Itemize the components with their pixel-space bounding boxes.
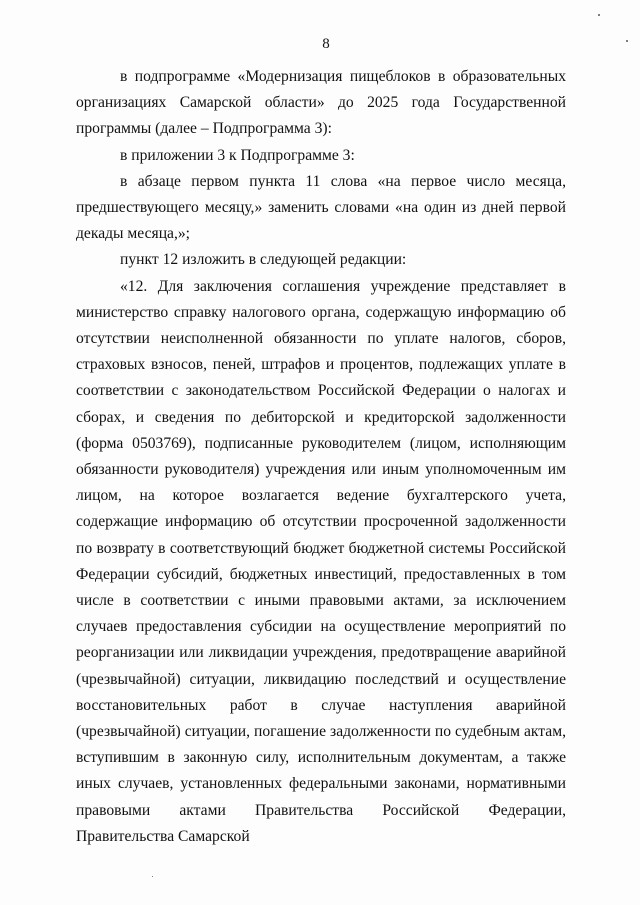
paragraph-appendix-3: в приложении 3 к Подпрограмме 3: (120, 146, 355, 164)
scan-speck (152, 876, 153, 877)
scan-speck (626, 40, 628, 42)
paragraph-subprogram-3: в подпрограмме «Модернизация пищеблоков в образовательных организациях Самарской области» до 2025 года Государственной программы (далее – Подпрограмма 3): (76, 68, 566, 138)
paragraph-item-12-intro: пункт 12 изложить в следующей редакции: (120, 251, 407, 269)
page-number: 8 (322, 36, 330, 52)
scan-speck (598, 14, 600, 16)
paragraph-item-12-text: «12. Для заключения соглашения учреждение представляет в министерство справку налогового органа, содержащую информацию об отсутствии неисполненной обязанности по уплате налогов, сборов, страховых взносов, пеней, штрафов и процентов, подлежащих уплате в соответствии с законодательством Российской Федерации о налогах и сборах, и сведения по дебиторской и кредиторской задолженности (форма 0503769), подписанные руководителем (лицом, исполняющим обязанности руководителя) учреждения или иным уполномоченным им лицом, на которое возлагается ведение бухгалтерского учета, содержащие информацию об отсутствии просроченной задолженности по возврату в соответствующий бюджет бюджетной системы Российской Федерации субсидий, бюджетных инвестиций, предоставленных в том числе в соответствии с иными правовыми актами, за исключением случаев предоставления субсидии на осуществление мероприятий по реорганизации или ликвидации учреждения, предотвращение аварийной (чрезвычайной) ситуации, ликвидацию последствий и осуществление восстановительных работ в случае наступления аварийной (чрезвычайной) ситуации, погашение задолженности по судебным актам, вступившим в законную силу, исполнительным документам, а также иных случаев, установленных федеральными законами, нормативными правовыми актами Правительства Российской Федерации, Правительства Самарской (76, 277, 566, 845)
document-body (76, 64, 566, 850)
paragraph-item-11: в абзаце первом пункта 11 слова «на первое число месяца, предшествующего месяцу,» заменить словами «на один из дней первой декады месяца,»; (76, 172, 566, 243)
